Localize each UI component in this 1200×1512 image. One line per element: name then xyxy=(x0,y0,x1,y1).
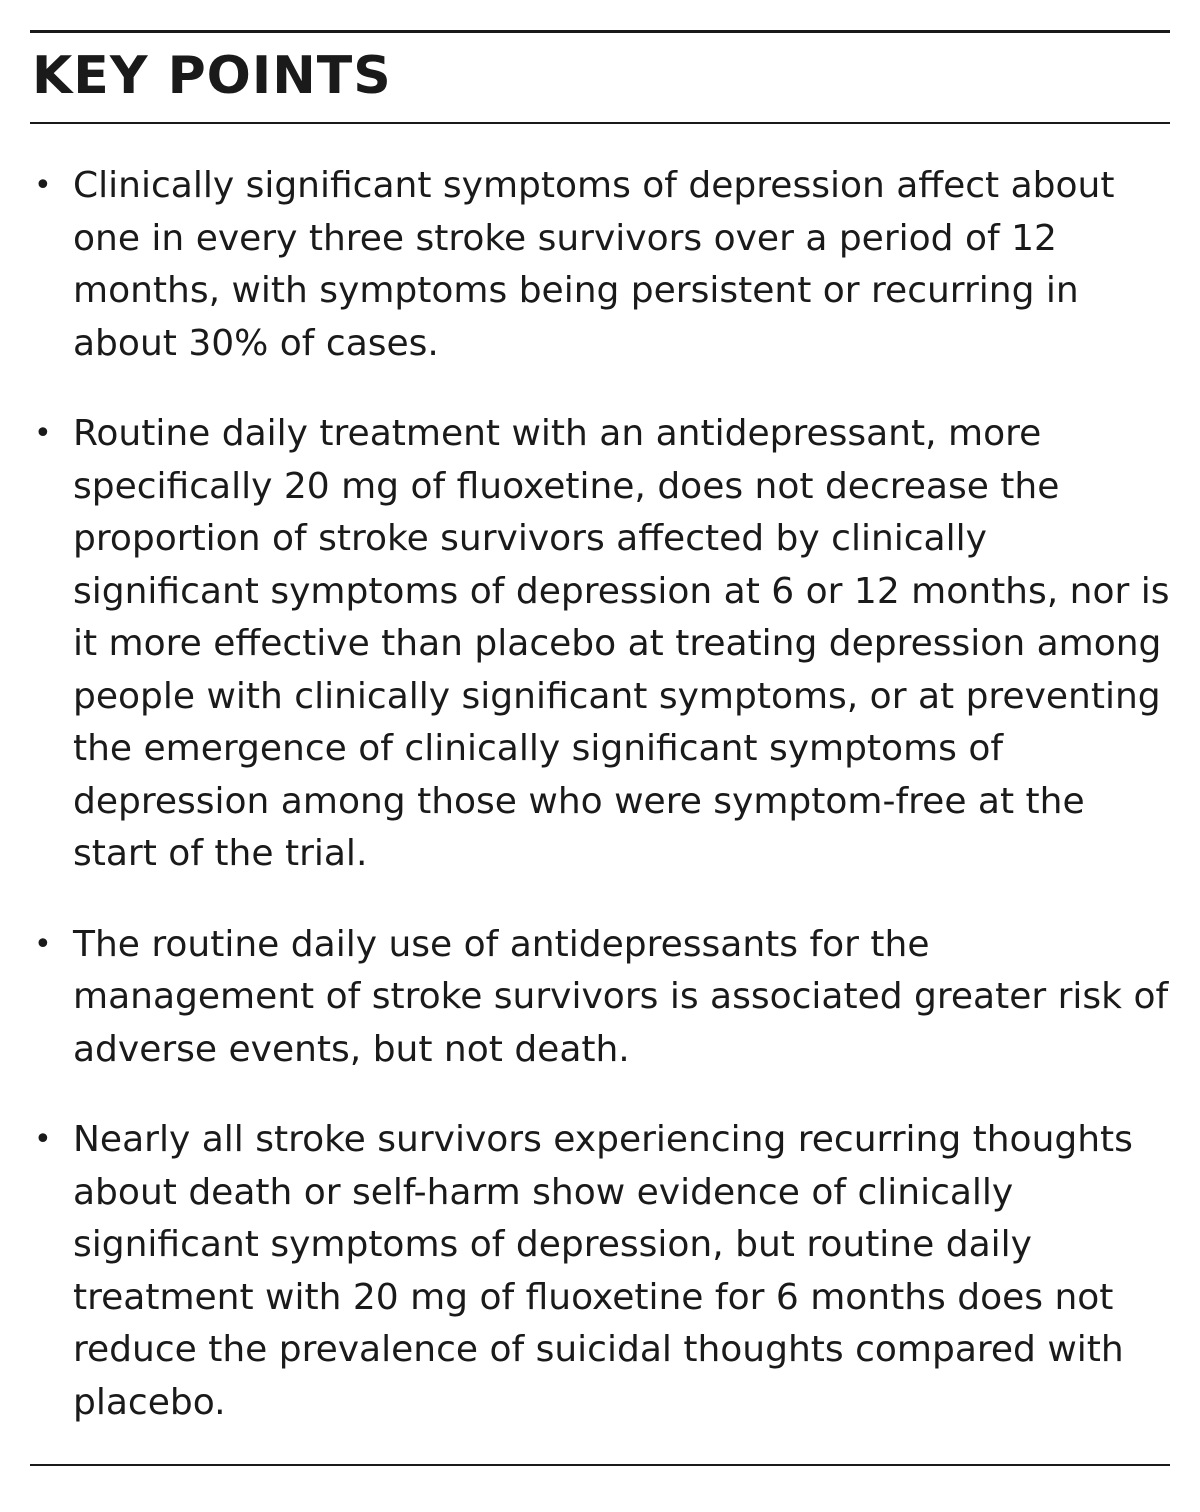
key-point-text: Nearly all stroke survivors experiencing recurring thoughts about death or self-harm show evidence of clinically significant symptoms of depression, but routine daily treatment with 20 mg of fluoxetine for 6 months does not reduce the prevalence of suicidal thoughts compared with placebo. xyxy=(73,1119,1133,1423)
heading-rule xyxy=(30,122,1170,124)
bullet-icon: • xyxy=(34,168,52,203)
key-points-box xyxy=(30,30,1170,1466)
bullet-icon: • xyxy=(34,926,52,962)
key-points-heading: KEY POINTS xyxy=(32,46,392,106)
bullet-icon: • xyxy=(34,1122,52,1157)
key-point-text: Routine daily treatment with an antidepressant, more specifically 20 mg of fluoxetine, does not decrease the proportion of stroke survivors affected by clinically significant symptoms of depression at 6 or 12 months, nor is it more effective than placebo at treating depression among people with clinically significant symptoms, or at preventing the emergence of clinically significant symptoms of depression among those who were symptom-free at the start of the trial. xyxy=(73,413,1170,874)
key-point-text: The routine daily use of antidepressants for the management of stroke survivors is associated greater risk of adverse events, but not death. xyxy=(73,923,1169,1070)
key-point-text: Clinically significant symptoms of depression affect about one in every three stroke survivors over a period of 12 months, with symptoms being persistent or recurring in about 30% of cases. xyxy=(73,165,1115,364)
bullet-icon: • xyxy=(34,416,52,451)
key-point-item xyxy=(30,1114,1170,1429)
bottom-rule xyxy=(30,1464,1170,1466)
key-point-item xyxy=(30,160,1170,370)
key-point-item xyxy=(30,408,1170,881)
top-rule xyxy=(30,30,1170,33)
key-point-item xyxy=(30,919,1170,1077)
key-points-list xyxy=(30,160,1170,1429)
